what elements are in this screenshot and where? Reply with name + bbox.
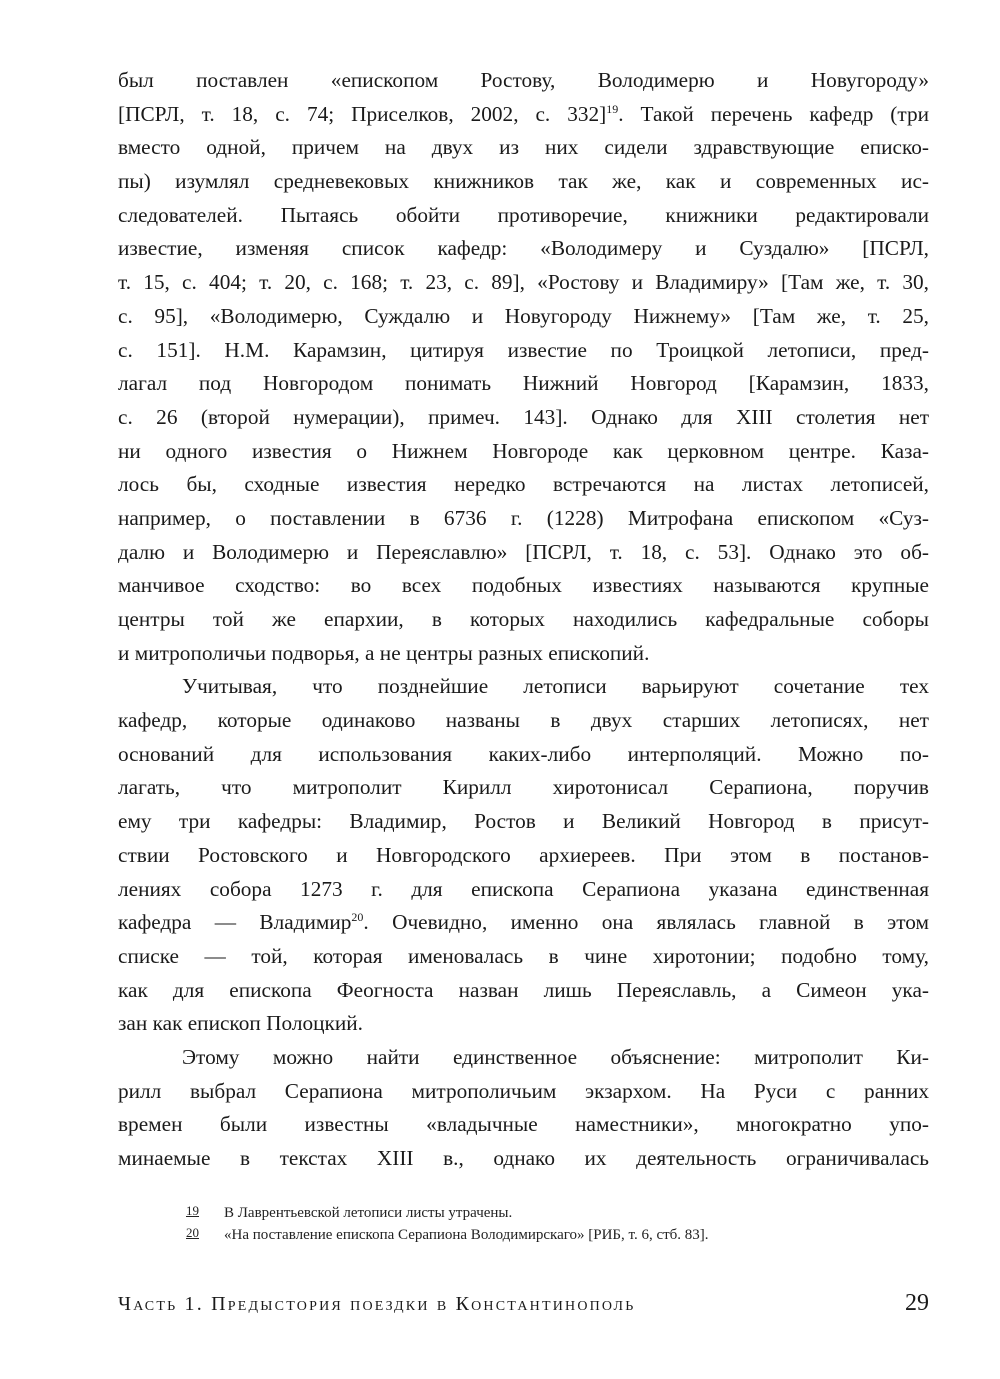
text-segment: списке — той, которая именовалась в чине хиротонии; подобно тому, — [118, 943, 929, 968]
footnote-number: 20 — [186, 1225, 199, 1240]
text-segment: оснований для использования каких-либо интерполяций. Можно по- — [118, 741, 929, 766]
footnotes — [186, 1200, 709, 1244]
text-line — [118, 199, 929, 233]
text-line — [118, 839, 929, 873]
text-segment: минаемые в текстах XIII в., однако их деятельность ограничивалась — [118, 1146, 929, 1170]
text-segment: например, о поставлении в 6736 г. (1228) Митрофана епископом «Суз- — [118, 505, 929, 530]
text-line — [118, 670, 929, 704]
footnote-reference: 20 — [351, 910, 364, 925]
text-line — [118, 1142, 929, 1176]
running-head: Часть 1. Предыстория поездки в Константинополь — [118, 1293, 636, 1315]
text-line — [118, 1041, 929, 1075]
footnote-text: «На поставление епископа Серапиона Володимирскаго» [РИБ, т. 6, стб. 83]. — [224, 1227, 709, 1243]
text-segment: лагать, что митрополит Кирилл хиротонисал Серапиона, поручив — [118, 775, 929, 800]
text-line — [118, 771, 929, 805]
text-segment: с. 151]. Н.М. Карамзин, цитируя известие по Троицкой летописи, пред- — [118, 337, 929, 362]
text-line — [118, 603, 929, 637]
text-segment: лагал под Новгородом понимать Нижний Новгород [Карамзин, 1833, — [118, 371, 929, 396]
text-segment: лось бы, сходные известия нередко встречаются на листах летописей, — [118, 472, 929, 497]
text-segment: . Такой перечень кафедр (три — [618, 101, 929, 126]
text-segment: как для епископа Феогноста назван лишь Переяславль, а Симеон ука- — [118, 977, 929, 1002]
text-line — [118, 502, 929, 536]
text-line — [118, 873, 929, 907]
text-segment: центры той же епархии, в которых находились кафедральные соборы — [118, 607, 929, 631]
body-text — [118, 64, 929, 1176]
text-line — [118, 367, 929, 401]
text-segment: Этому можно найти единственное объяснение: митрополит Ки- — [182, 1044, 929, 1069]
footnote-19 — [186, 1200, 709, 1222]
text-segment: . Очевидно, именно она являлась главной в этом — [363, 910, 929, 935]
text-line — [118, 64, 929, 98]
text-segment: манчивое сходство: во всех подобных известиях называются крупные — [118, 573, 929, 598]
text-segment: кафедр, которые одинаково названы в двух старших летописях, нет — [118, 708, 929, 733]
text-line — [118, 131, 929, 165]
text-line — [118, 300, 929, 334]
text-line — [118, 1075, 929, 1109]
text-segment: Учитывая, что позднейшие летописи варьируют сочетание тех — [182, 674, 929, 699]
page-footer — [118, 1290, 929, 1317]
text-line — [118, 468, 929, 502]
text-segment: ни одного известия о Нижнем Новгороде как церковном центре. Каза- — [118, 438, 929, 463]
text-segment: зан как епископ Полоцкий. — [118, 1011, 363, 1036]
text-line — [118, 704, 929, 738]
text-line — [118, 1007, 929, 1041]
text-segment: и митрополичьи подворья, а не центры разных епископий. — [118, 640, 650, 665]
footnote-reference: 19 — [606, 101, 619, 116]
text-segment: с. 95], «Володимерю, Суждалю и Новугороду Нижнему» [Там же, т. 25, — [118, 303, 929, 328]
text-line — [118, 637, 929, 671]
text-line — [118, 401, 929, 435]
text-line — [118, 974, 929, 1008]
text-segment: далю и Володимерю и Переяславлю» [ПСРЛ, т. 18, с. 53]. Однако это об- — [118, 539, 929, 564]
text-segment: вместо одной, причем на двух из них сидели здравствующие еписко- — [118, 135, 929, 160]
text-line — [118, 1108, 929, 1142]
page-number: 29 — [905, 1290, 929, 1316]
text-line — [118, 266, 929, 300]
text-segment: кафедра — Владимир — [118, 910, 352, 935]
text-line — [118, 805, 929, 839]
text-segment: [ПСРЛ, т. 18, с. 74; Приселков, 2002, с. 332] — [118, 101, 607, 126]
text-segment: был поставлен «епископом Ростову, Володимерю и Новугороду» — [118, 68, 929, 92]
text-line — [118, 906, 929, 940]
text-line — [118, 334, 929, 368]
footnote-text: В Лаврентьевской летописи листы утрачены. — [224, 1205, 513, 1221]
text-line — [118, 536, 929, 570]
text-segment: лениях собора 1273 г. для епископа Серапиона указана единственная — [118, 876, 929, 901]
text-line — [118, 98, 929, 132]
text-line — [118, 165, 929, 199]
footnote-number: 19 — [186, 1203, 199, 1218]
text-line — [118, 232, 929, 266]
text-segment: рилл выбрал Серапиона митрополичьим экзархом. На Руси с ранних — [118, 1078, 929, 1103]
text-segment: времен были известны «владычные наместники», многократно упо- — [118, 1112, 929, 1137]
text-line — [118, 435, 929, 469]
text-line — [118, 738, 929, 772]
text-segment: следователей. Пытаясь обойти противоречие, книжники редактировали — [118, 202, 929, 227]
text-line — [118, 569, 929, 603]
text-segment: т. 15, с. 404; т. 20, с. 168; т. 23, с. 89], «Ростову и Владимиру» [Там же, т. 30, — [118, 270, 929, 295]
footnote-20 — [186, 1222, 709, 1244]
text-segment: ему три кафедры: Владимир, Ростов и Великий Новгород в присут- — [118, 809, 929, 834]
text-segment: ствии Ростовского и Новгородского архиереев. При этом в постанов- — [118, 842, 929, 867]
text-segment: с. 26 (второй нумерации), примеч. 143]. Однако для XIII столетия нет — [118, 404, 929, 429]
text-segment: известие, изменяя список кафедр: «Володимеру и Суздалю» [ПСРЛ, — [118, 236, 929, 261]
text-line — [118, 940, 929, 974]
text-segment: пы) изумлял средневековых книжников так же, как и современных ис- — [118, 169, 929, 194]
